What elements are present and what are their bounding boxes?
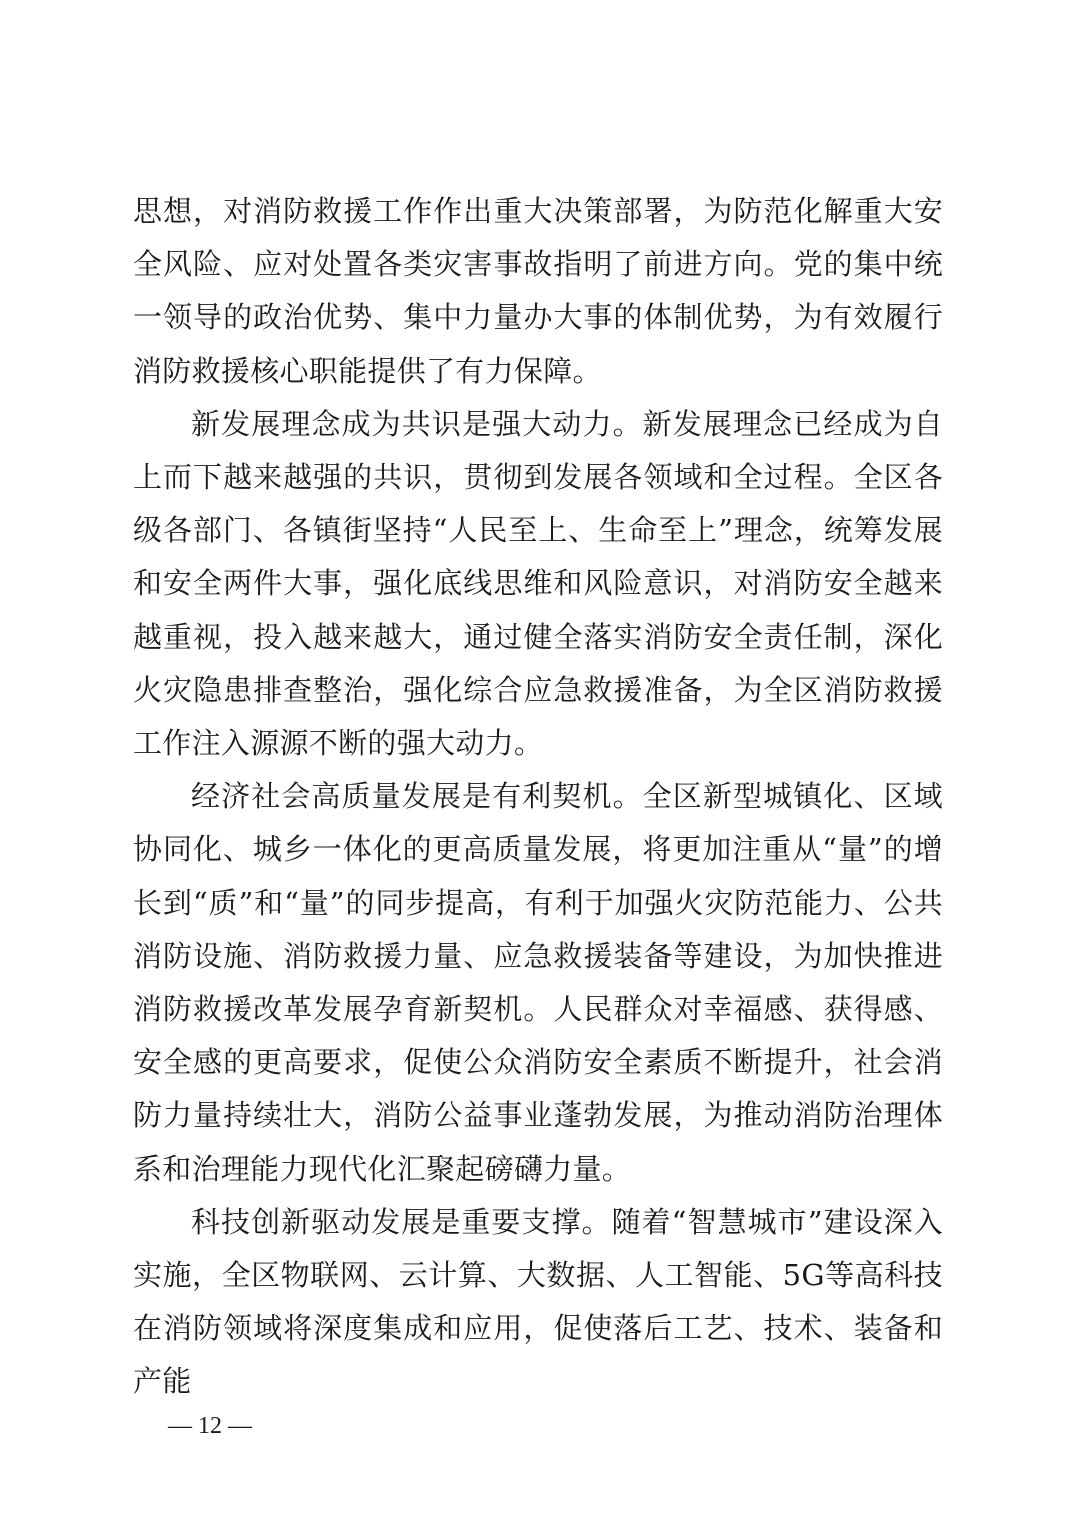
paragraph-continuation: 思想，对消防救援工作作出重大决策部署，为防范化解重大安全风险、应对处置各类灾害事故指明了前进方向。党的集中统一领导的政治优势、集中力量办大事的体制优势，为有效履行消防救援核心职能提供了有力保障。 bbox=[133, 194, 943, 388]
paragraph-high-quality-development: 经济社会高质量发展是有利契机。全区新型城镇化、区域协同化、城乡一体化的更高质量发展，将更加注重从“量”的增长到“质”和“量”的同步提高，有利于加强火灾防范能力、公共消防设施、消防救援力量、应急救援装备等建设，为加快推进消防救援改革发展孕育新契机。人民群众对幸福感、获得感、安全感的更高要求，促使公众消防安全素质不断提升，社会消防力量持续壮大，消防公益事业蓬勃发展，为推动消防治理体系和治理能力现代化汇聚起磅礴力量。 bbox=[133, 779, 943, 1186]
document-body bbox=[133, 185, 943, 1409]
paragraph-new-development-concept: 新发展理念成为共识是强大动力。新发展理念已经成为自上而下越来越强的共识，贯彻到发展各领域和全过程。全区各级各部门、各镇街坚持“人民至上、生命至上”理念，统筹发展和安全两件大事，强化底线思维和风险意识，对消防安全越来越重视，投入越来越大，通过健全落实消防安全责任制，深化火灾隐患排查整治，强化综合应急救援准备，为全区消防救援工作注入源源不断的强大动力。 bbox=[133, 406, 943, 761]
paragraph-tech-innovation: 科技创新驱动发展是重要支撑。随着“智慧城市”建设深入实施，全区物联网、云计算、大数据、人工智能、5G等高科技在消防领域将深度集成和应用，促使落后工艺、技术、装备和产能 bbox=[133, 1204, 943, 1399]
page-number: — 12 — bbox=[168, 1413, 252, 1439]
